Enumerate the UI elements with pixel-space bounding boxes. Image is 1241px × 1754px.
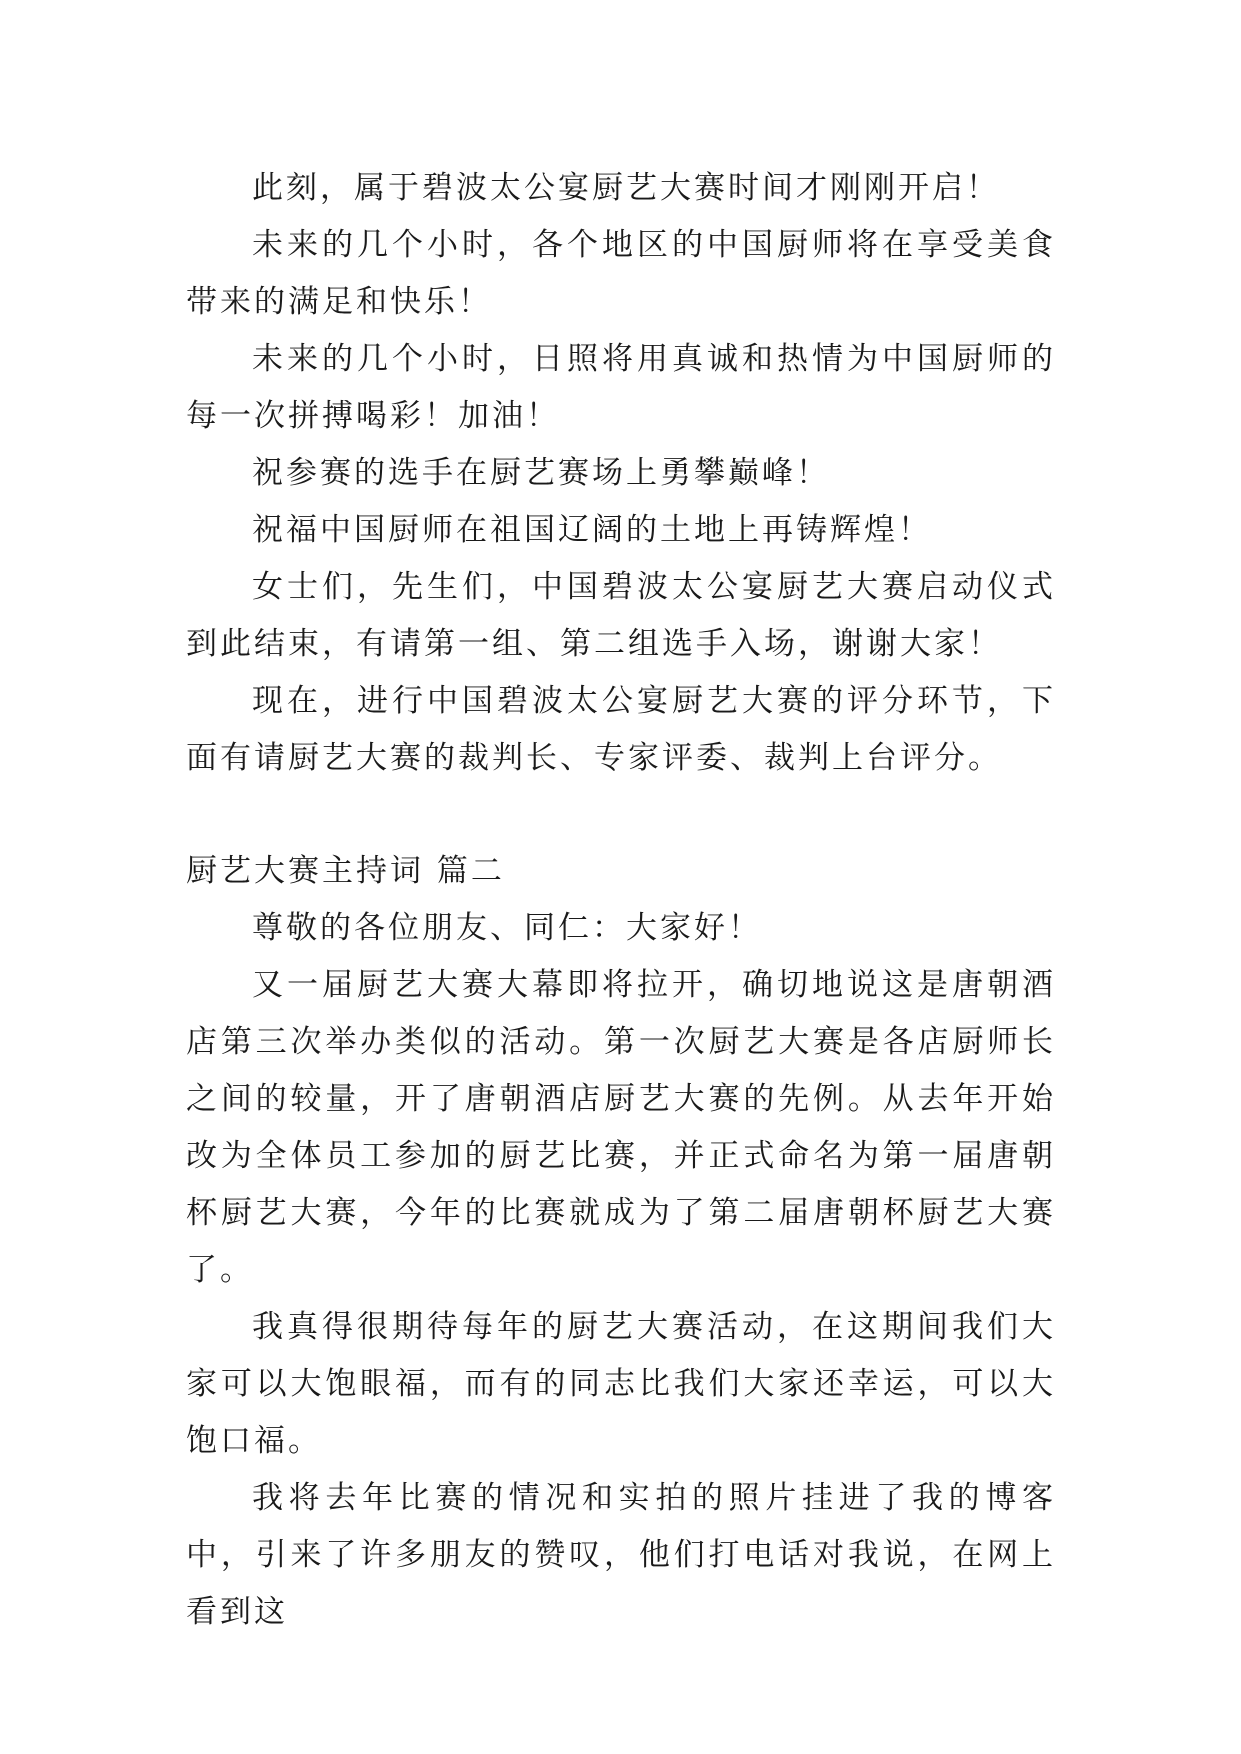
paragraph: 现在，进行中国碧波太公宴厨艺大赛的评分环节，下面有请厨艺大赛的裁判长、专家评委、裁判上台评分。: [186, 683, 1056, 776]
paragraph: 祝福中国厨师在祖国辽阔的土地上再铸辉煌！: [252, 512, 932, 548]
section-spacer: [186, 787, 1056, 843]
document-body: [186, 160, 1056, 1641]
paragraph: 祝参赛的选手在厨艺赛场上勇攀巅峰！: [252, 455, 830, 491]
paragraph: 我真得很期待每年的厨艺大赛活动，在这期间我们大家可以大饱眼福，而有的同志比我们大家还幸运，可以大饱口福。: [186, 1309, 1056, 1459]
paragraph: 此刻，属于碧波太公宴厨艺大赛时间才刚刚开启！: [252, 170, 1000, 206]
section-heading: 厨艺大赛主持词 篇二: [186, 853, 505, 889]
paragraph: 我将去年比赛的情况和实拍的照片挂进了我的博客中，引来了许多朋友的赞叹，他们打电话对我说，在网上看到这: [186, 1480, 1056, 1630]
paragraph: 未来的几个小时，各个地区的中国厨师将在享受美食带来的满足和快乐！: [186, 227, 1056, 320]
paragraph: 尊敬的各位朋友、同仁：大家好！: [252, 910, 762, 946]
paragraph: 未来的几个小时，日照将用真诚和热情为中国厨师的每一次拼搏喝彩！加油！: [186, 341, 1056, 434]
paragraph: 又一届厨艺大赛大幕即将拉开，确切地说这是唐朝酒店第三次举办类似的活动。第一次厨艺大赛是各店厨师长之间的较量，开了唐朝酒店厨艺大赛的先例。从去年开始改为全体员工参加的厨艺比赛，并正式命名为第一届唐朝杯厨艺大赛，今年的比赛就成为了第二届唐朝杯厨艺大赛了。: [186, 967, 1056, 1288]
paragraph: 女士们，先生们，中国碧波太公宴厨艺大赛启动仪式到此结束，有请第一组、第二组选手入场，谢谢大家！: [186, 569, 1056, 662]
